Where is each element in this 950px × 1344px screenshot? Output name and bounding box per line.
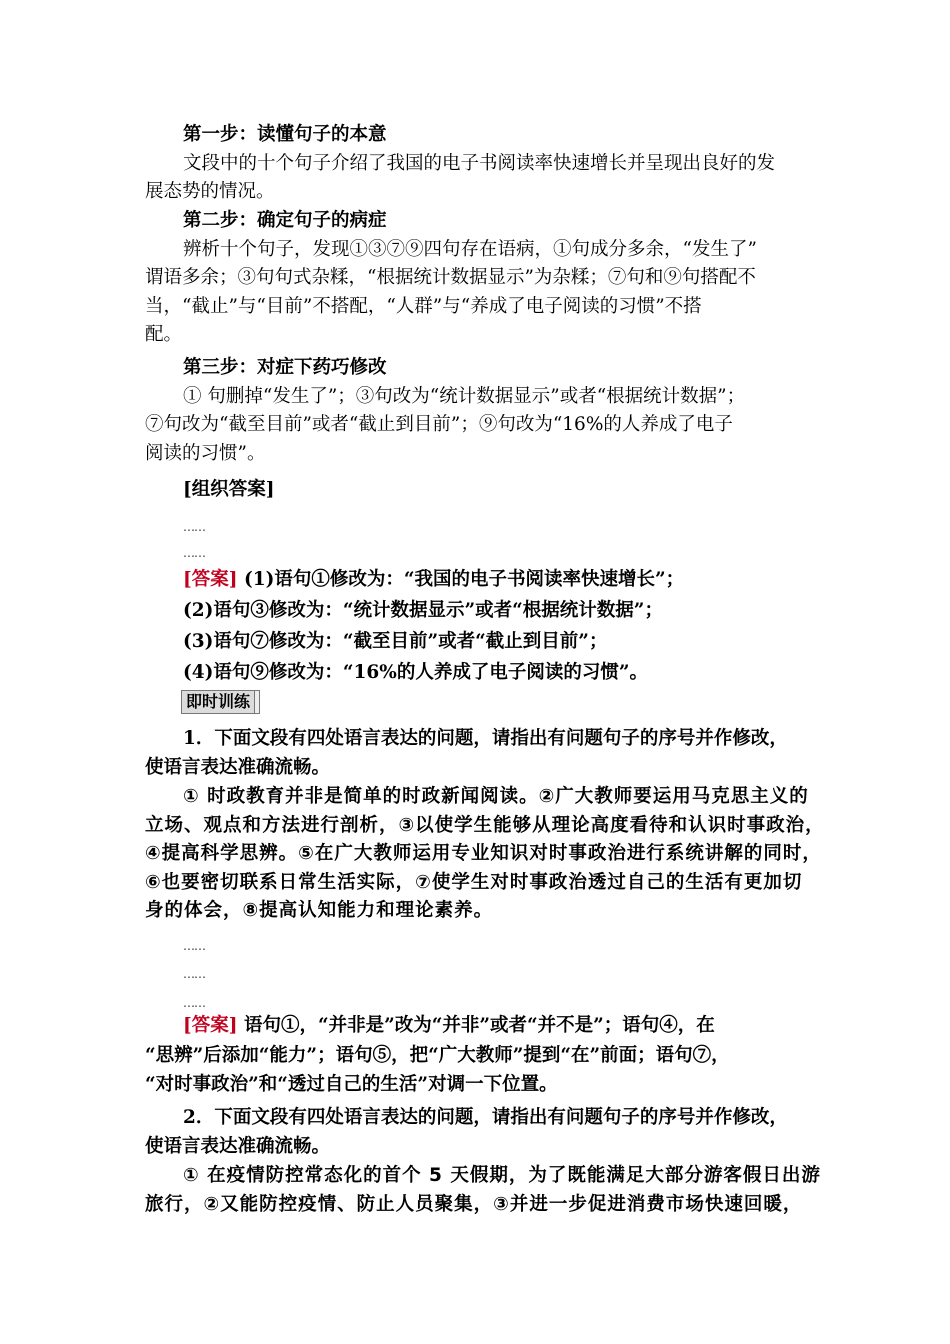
step3-line3: 阅读的习惯”。 bbox=[145, 443, 266, 464]
step3-title: 第三步：对症下药巧修改 bbox=[183, 357, 387, 378]
ellipsis-5: …… bbox=[183, 996, 205, 1010]
q2-line2: 使语言表达准确流畅。 bbox=[145, 1136, 331, 1157]
q2-passage-1: ① 在疫情防控常态化的首个 5 天假期，为了既能满足大部分游客假日出游 bbox=[183, 1165, 821, 1186]
step1-line2: 展态势的情况。 bbox=[145, 181, 275, 202]
step2-line1: 辨析十个句子，发现①③⑦⑨四句存在语病，①句成分多余，“发生了” bbox=[183, 239, 757, 260]
organize-answer-label: [组织答案] bbox=[183, 479, 275, 500]
q1-answer-line1 bbox=[183, 1012, 815, 1040]
q1-line2: 使语言表达准确流畅。 bbox=[145, 757, 331, 778]
q1-passage-3: ④提高科学思辨。⑤在广大教师运用专业知识对时事政治进行系统讲解的同时， bbox=[145, 843, 822, 864]
q1-answer-line2: “思辨”后添加“能力”；语句⑤，把“广大教师”提到“在”前面；语句⑦， bbox=[145, 1045, 730, 1066]
ellipsis-2: …… bbox=[183, 546, 205, 560]
q1-passage-5: 身的体会，⑧提高认知能力和理论素养。 bbox=[145, 900, 494, 921]
ellipsis-4: …… bbox=[183, 967, 205, 981]
answer-main-line2: (2)语句③修改为：“统计数据显示”或者“根据统计数据”； bbox=[183, 600, 663, 621]
ellipsis-3: …… bbox=[183, 939, 205, 953]
q1-answer-line3: “对时事政治”和“透过自己的生活”对调一下位置。 bbox=[145, 1074, 558, 1095]
q2-line1: 2．下面文段有四处语言表达的问题，请指出有问题句子的序号并作修改， bbox=[183, 1107, 788, 1128]
step1-title: 第一步：读懂句子的本意 bbox=[183, 124, 387, 145]
q1-line1: 1．下面文段有四处语言表达的问题，请指出有问题句子的序号并作修改， bbox=[183, 728, 788, 749]
q1-answer-text1: 语句①，“并非是”改为“并非”或者“并不是”；语句④，在 bbox=[237, 1015, 715, 1036]
training-label: 即时训练 bbox=[181, 690, 255, 714]
q1-answer-label: [答案] bbox=[183, 1015, 238, 1036]
ellipsis-1: …… bbox=[183, 520, 205, 534]
answer-main-line3: (3)语句⑦修改为：“截至目前”或者“截止到目前”； bbox=[183, 631, 608, 652]
q1-passage-1: ① 时政教育并非是简单的时政新闻阅读。②广大教师要运用马克思主义的 bbox=[183, 786, 809, 807]
answer-main-text1: (1)语句①修改为：“我国的电子书阅读率快速增长”； bbox=[237, 569, 685, 590]
answer-main-line1 bbox=[183, 566, 815, 594]
answer-label: [答案] bbox=[183, 569, 238, 590]
step2-line3: 当，“截止”与“目前”不搭配，“人群”与“养成了电子阅读的习惯”不搭 bbox=[145, 296, 702, 317]
step2-line4: 配。 bbox=[145, 324, 183, 345]
answer-main-line4: (4)语句⑨修改为：“16%的人养成了电子阅读的习惯”。 bbox=[183, 662, 648, 683]
step3-line2: ⑦句改为“截至目前”或者“截止到目前”；⑨句改为“16%的人养成了电子 bbox=[145, 414, 733, 435]
step2-line2: 谓语多余；③句句式杂糅，“根据统计数据显示”为杂糅；⑦句和⑨句搭配不 bbox=[145, 267, 756, 288]
step1-line1: 文段中的十个句子介绍了我国的电子书阅读率快速增长并呈现出良好的发 bbox=[183, 153, 776, 174]
q2-passage-2: 旅行，②又能防控疫情、防止人员聚集，③并进一步促进消费市场快速回暖， bbox=[145, 1194, 803, 1215]
q1-passage-2: 立场、观点和方法进行剖析，③以使学生能够从理论高度看待和认识时事政治， bbox=[145, 815, 825, 836]
step2-title: 第二步：确定句子的病症 bbox=[183, 210, 387, 231]
step3-line1: ① 句删掉“发生了”；③句改为“统计数据显示”或者“根据统计数据”； bbox=[183, 386, 746, 407]
q1-passage-4: ⑥也要密切联系日常生活实际，⑦使学生对时事政治透过自己的生活有更加切 bbox=[145, 872, 803, 893]
